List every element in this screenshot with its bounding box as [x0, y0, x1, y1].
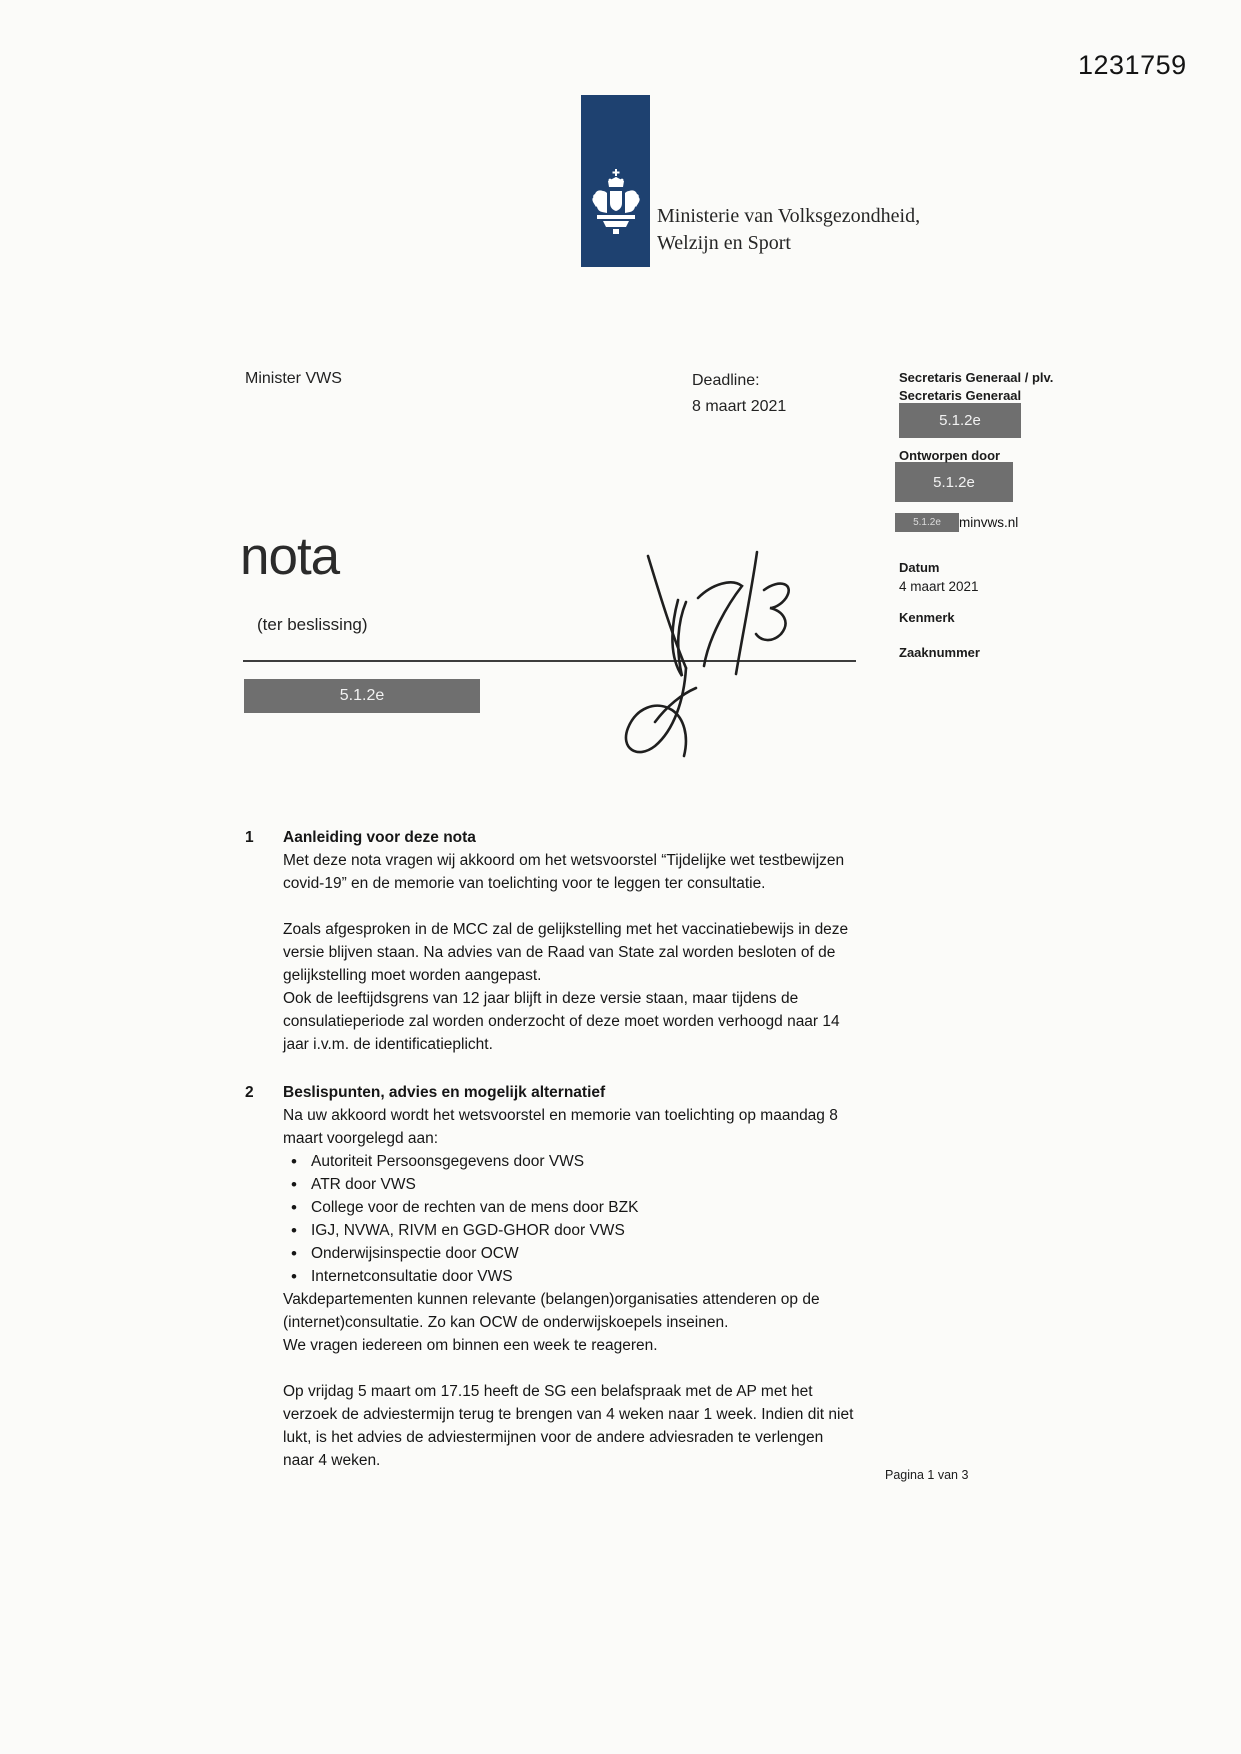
- section2-outro2: We vragen iedereen om binnen een week te reageren.: [283, 1337, 658, 1354]
- list-item: • Internetconsultatie door VWS: [291, 1265, 855, 1288]
- list-item: • Onderwijsinspectie door OCW: [291, 1242, 855, 1265]
- section1-heading: Aanleiding voor deze nota: [283, 829, 476, 846]
- title-divider-line: [243, 660, 856, 662]
- section2-intro: Na uw akkoord wordt het wetsvoorstel en memorie van toelichting op maandag 8 maart voorgelegd aan:: [283, 1107, 838, 1147]
- section2-heading-row: [245, 1081, 885, 1104]
- role-label-line2: Secretaris Generaal: [899, 388, 1022, 403]
- consultation-parties-list: [283, 1150, 855, 1288]
- section1-para3: Ook de leeftijdsgrens van 12 jaar blijft in deze versie staan, maar tijdens de consulatieperiode zal worden onderzocht of deze moet worden verhoogd naar 14 jaar i.v.m. de identificatieplicht.: [283, 990, 840, 1053]
- metadata-sidebar: [899, 369, 1084, 662]
- list-item: • IGJ, NVWA, RIVM en GGD-GHOR door VWS: [291, 1219, 855, 1242]
- handwritten-signature: [552, 478, 822, 778]
- coat-of-arms-icon: [589, 169, 643, 255]
- section2-number: 2: [245, 1084, 254, 1101]
- page-number: Pagina 1 van 3: [885, 1468, 969, 1482]
- section2-outro1: Vakdepartementen kunnen relevante (belangen)organisaties attenderen op de (internet)consultatie. Zo kan OCW de onderwijskoepels inseinen.: [283, 1291, 820, 1331]
- redaction-box-title: 5.1.2e: [244, 679, 480, 713]
- section2-heading: Beslispunten, advies en mogelijk alternatief: [283, 1084, 606, 1101]
- ministry-name-line2: Welzijn en Sport: [657, 232, 791, 254]
- redaction-box-sg: 5.1.2e: [899, 403, 1021, 438]
- document-subtitle: (ter beslissing): [257, 615, 368, 634]
- deadline-label: Deadline:: [692, 372, 760, 389]
- ministry-name-line1: Ministerie van Volksgezondheid,: [657, 205, 921, 227]
- list-item: • College voor de rechten van de mens door BZK: [291, 1196, 855, 1219]
- redaction-box-email: 5.1.2e: [895, 513, 959, 532]
- datum-label: Datum: [899, 560, 940, 575]
- section1-content: [283, 849, 855, 1056]
- email-domain: minvws.nl: [959, 515, 1019, 530]
- role-label-line1: Secretaris Generaal / plv.: [899, 370, 1054, 385]
- section2-para-last: Op vrijdag 5 maart om 17.15 heeft de SG een belafspraak met de AP met het verzoek de adviestermijn terug te brengen van 4 weken naar 1 week. Indien dit niet lukt, is het advies de adviestermijnen voor de andere adviesraden te verlengen naar 4 weken.: [283, 1383, 854, 1469]
- rijksoverheid-logo-banner: [581, 95, 650, 267]
- list-item: • Autoriteit Persoonsgegevens door VWS: [291, 1150, 855, 1173]
- section1-number: 1: [245, 829, 254, 846]
- redaction-box-author: 5.1.2e: [895, 462, 1013, 502]
- designed-by-label: Ontworpen door: [899, 448, 1001, 463]
- document-title: nota: [240, 527, 340, 586]
- section1-para1: Met deze nota vragen wij akkoord om het wetsvoorstel “Tijdelijke wet testbewijzen covid-19” en de memorie van toelichting voor te leggen ter consultatie.: [283, 852, 845, 892]
- list-item: • ATR door VWS: [291, 1173, 855, 1196]
- deadline-block: [692, 368, 786, 420]
- kenmerk-label: Kenmerk: [899, 610, 955, 625]
- email-row: [899, 513, 1084, 532]
- datum-value: 4 maart 2021: [899, 579, 979, 594]
- zaaknummer-label: Zaaknummer: [899, 645, 980, 660]
- section1-heading-row: [245, 826, 885, 849]
- ministry-name: [657, 203, 920, 257]
- deadline-value: 8 maart 2021: [692, 398, 787, 415]
- section1-para2: Zoals afgesproken in de MCC zal de gelijkstelling met het vaccinatiebewijs in deze versie blijven staan. Na advies van de Raad van State zal worden besloten of de gelijkstelling moet worden aangepast.: [283, 921, 849, 984]
- document-number: 1231759: [1078, 50, 1187, 80]
- recipient: Minister VWS: [245, 370, 342, 387]
- section2-content: [283, 1104, 855, 1472]
- document-body: [245, 826, 885, 1472]
